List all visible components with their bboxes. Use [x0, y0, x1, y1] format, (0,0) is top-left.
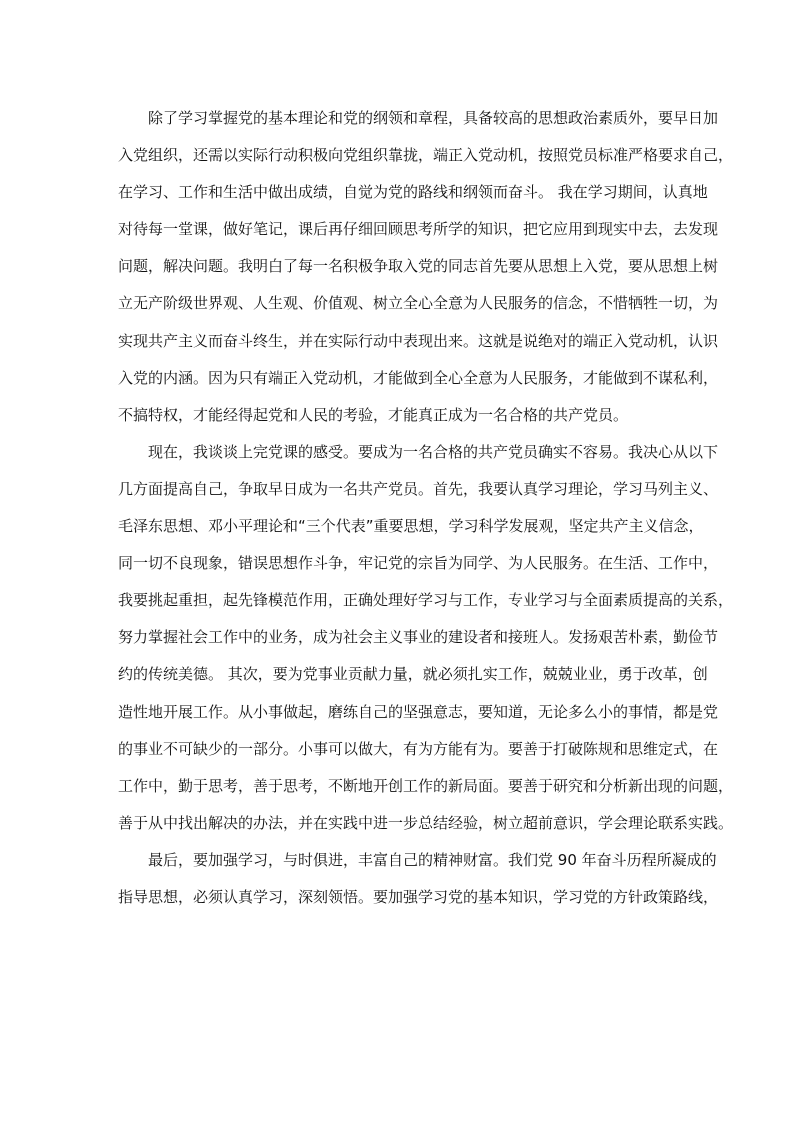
paragraph-2-line-11: 善于从中找出解决的办法，并在实践中进一步总结经验，树立超前意识，学会理论联系实践。: [118, 813, 734, 832]
paragraph-1-line-7: 实现共产主义而奋斗终生，并在实际行动中表现出来。这就是说绝对的端正入党动机，认识: [118, 331, 719, 350]
paragraph-2-line-7: 约的传统美德。 其次，要为党事业贡献力量，就必须扎实工作，兢兢业业，勇于改革，创: [118, 665, 708, 684]
paragraph-2-line-6: 努力掌握社会工作中的业务，成为社会主义事业的建设者和接班人。发扬艰苦朴素，勤俭节: [118, 628, 719, 647]
paragraph-3-line-2: 指导思想，必须认真学习，深刻领悟。要加强学习党的基本知识，学习党的方针政策路线，: [118, 887, 719, 906]
paragraph-2-line-8: 造性地开展工作。从小事做起，磨练自己的坚强意志，要知道，无论多么小的事情，都是党: [118, 702, 719, 721]
paragraph-1-line-9: 不搞特权，才能经得起党和人民的考验，才能真正成为一名合格的共产党员。: [118, 405, 629, 424]
paragraph-2-line-9: 的事业不可缺少的一部分。小事可以做大，有为方能有为。要善于打破陈规和思维定式，在: [118, 739, 719, 758]
paragraph-2-line-3: 毛泽东思想、邓小平理论和“三个代表”重要思想，学习科学发展观，坚定共产主义信念，: [118, 517, 704, 536]
paragraph-2-line-1: 现在，我谈谈上完党课的感受。要成为一名合格的共产党员确实不容易。我决心从以下: [148, 442, 719, 461]
paragraph-2-line-4: 同一切不良现象，错误思想作斗争，牢记党的宗旨为同学、为人民服务。在生活、工作中，: [118, 554, 719, 573]
paragraph-1-line-8: 入党的内涵。因为只有端正入党动机，才能做到全心全意为人民服务，才能做到不谋私利，: [118, 368, 719, 387]
paragraph-2-line-2: 几方面提高自己，争取早日成为一名共产党员。首先，我要认真学习理论，学习马列主义、: [118, 479, 719, 498]
paragraph-1-line-5: 问题，解决问题。我明白了每一名积极争取入党的同志首先要从思想上入党，要从思想上树: [118, 257, 719, 276]
paragraph-3-line-1: 最后，要加强学习，与时俱进，丰富自己的精神财富。我们党 90 年奋斗历程所凝成的: [148, 850, 717, 869]
paragraph-1-line-6: 立无产阶级世界观、人生观、价值观、树立全心全意为人民服务的信念，不惜牺牲一切，为: [118, 294, 719, 313]
paragraph-1-line-2: 入党组织，还需以实际行动积极向党组织靠拢，端正入党动机，按照党员标准严格要求自己，: [118, 146, 734, 165]
paragraph-2-line-10: 工作中，勤于思考，善于思考，不断地开创工作的新局面。要善于研究和分析新出现的问题，: [118, 776, 734, 795]
paragraph-1-line-3: 在学习、工作和生活中做出成绩，自觉为党的路线和纲领而奋斗。 我在学习期间，认真地: [118, 183, 708, 202]
paragraph-1-line-1: 除了学习掌握党的基本理论和党的纲领和章程，具备较高的思想政治素质外，要早日加: [148, 109, 719, 127]
body-text: [118, 104, 734, 920]
paragraph-2-line-5: 我要挑起重担，起先锋模范作用，正确处理好学习与工作，专业学习与全面素质提高的关系，: [118, 591, 734, 610]
paragraph-1-line-4: 对待每一堂课，做好笔记，课后再仔细回顾思考所学的知识，把它应用到现实中去，去发现: [118, 220, 719, 239]
